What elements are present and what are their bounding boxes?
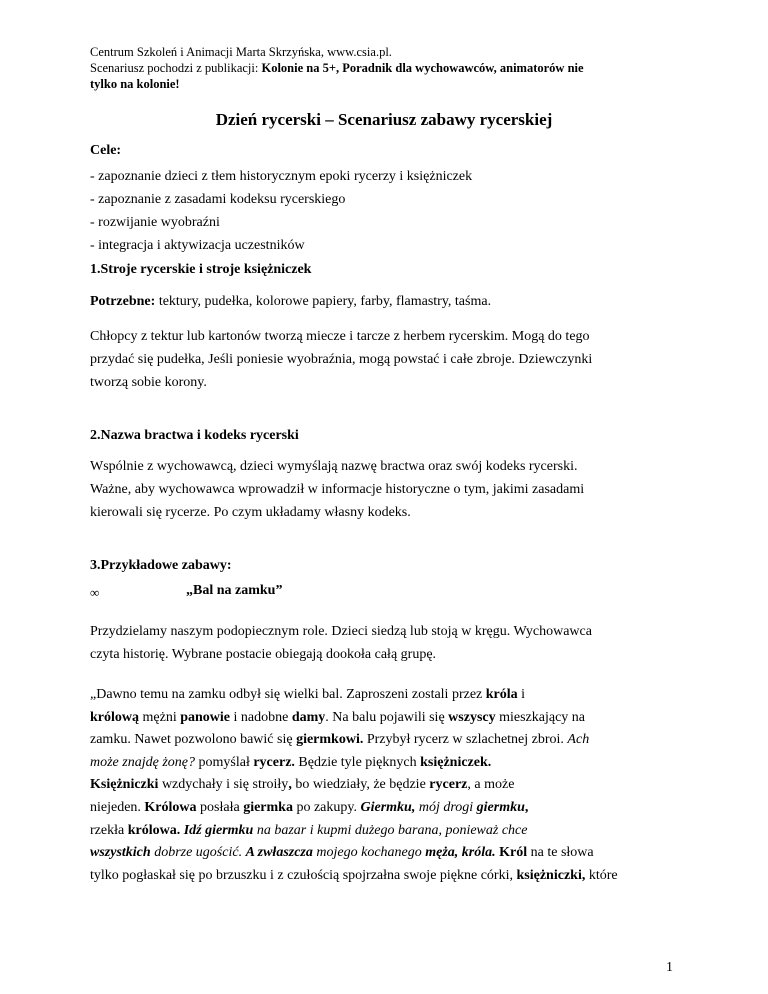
body-line: Wspólnie z wychowawcą, dzieci wymyślają nazwę bractwa oraz swój kodeks rycerski. bbox=[90, 459, 578, 474]
story-run: męża, króla. bbox=[425, 845, 496, 861]
story-run: giermkowi. bbox=[296, 732, 364, 748]
page-header bbox=[90, 44, 690, 92]
goals-section bbox=[90, 139, 680, 162]
story-run: na bazar i kupmi dużego barana, ponieważ chce bbox=[253, 822, 528, 838]
story-run: Będzie tyle pięknych bbox=[294, 754, 421, 770]
goal-item: - zapoznanie z zasadami kodeksu rycerskiego bbox=[90, 192, 346, 207]
story-run: po zakupy. bbox=[292, 799, 361, 815]
story-run: , a może bbox=[467, 777, 515, 793]
story-run: tylko pogłaskał się po brzuszku i z czułością spojrzałna swoje piękne córki, bbox=[90, 867, 517, 883]
page-number: 1 bbox=[666, 960, 673, 975]
story-line bbox=[90, 684, 690, 707]
story-run: A zwłaszcza bbox=[245, 845, 313, 861]
section-3-heading: 3.Przykładowe zabawy: bbox=[90, 558, 232, 573]
story-line bbox=[90, 774, 690, 797]
story-run: rycerz bbox=[429, 777, 468, 793]
story-run: rycerz bbox=[413, 732, 449, 748]
header-line-3: tylko na kolonie! bbox=[90, 77, 180, 91]
body-line: tworzą sobie korony. bbox=[90, 375, 207, 390]
story-line bbox=[90, 707, 690, 730]
story-run: „Dawno temu na zamku odbył się wielki bal. Zaproszeni zostali przez bbox=[90, 687, 486, 702]
story-run: księżniczek. bbox=[420, 754, 492, 770]
story-run: mieszkający na bbox=[495, 709, 586, 725]
story-run: panowie bbox=[180, 709, 231, 725]
story-run: giermku bbox=[476, 799, 525, 815]
story-run: zamku. Nawet pozwolono bawić się bbox=[90, 732, 297, 748]
story-run: które bbox=[585, 867, 618, 883]
story-run: Przybył bbox=[363, 732, 414, 748]
header-publication-title: Kolonie na 5+, Poradnik dla wychowawców, animatorów nie bbox=[261, 61, 584, 75]
section-3-intro bbox=[90, 620, 680, 666]
goal-item: - integracja i aktywizacja uczestników bbox=[90, 238, 305, 253]
story-run: i bbox=[517, 687, 526, 702]
story-run: mój drogi bbox=[415, 799, 477, 815]
game-title: „Bal na zamku” bbox=[186, 583, 283, 598]
header-line-1: Centrum Szkoleń i Animacji Marta Skrzyńska, www.csia.pl. bbox=[90, 45, 392, 59]
story-run: królowa. bbox=[127, 822, 181, 838]
story-run: może znajdę żonę? bbox=[90, 754, 195, 770]
story-run: giermka bbox=[243, 799, 293, 815]
story-run: wzdychały i się stroiły bbox=[158, 777, 289, 793]
story-run: . Na balu pojawili się bbox=[325, 709, 449, 725]
section-1-needs bbox=[90, 290, 680, 313]
story-run: księżniczki, bbox=[516, 867, 586, 883]
story-run: bo wiedziały, że będzie bbox=[291, 777, 430, 793]
story-run: i nadobne bbox=[230, 709, 292, 725]
story-run: Ach bbox=[567, 732, 590, 748]
body-line: przydać się pudełka, Jeśli poniesie wyobraźnia, mogą powstać i całe zbroje. Dziewczynki bbox=[90, 352, 593, 367]
header-source-prefix: Scenariusz pochodzi z publikacji: bbox=[90, 61, 262, 75]
story-run: na te słowa bbox=[527, 845, 594, 861]
story-run: Księżniczki bbox=[90, 777, 159, 793]
story-run: królową bbox=[90, 709, 139, 725]
section-2-body bbox=[90, 455, 680, 524]
body-line: Chłopcy z tektur lub kartonów tworzą miecze i tarcze z herbem rycerskim. Mogą do tego bbox=[90, 329, 590, 344]
section-1-body bbox=[90, 325, 680, 394]
needs-text: tektury, pudełka, kolorowe papiery, farby, flamastry, taśma. bbox=[155, 294, 492, 309]
story-line bbox=[90, 729, 690, 752]
story-line bbox=[90, 752, 690, 775]
story-run: posłała bbox=[196, 799, 244, 815]
story-run: Giermku, bbox=[360, 799, 416, 815]
story-run: , bbox=[524, 799, 529, 815]
header-line-2 bbox=[90, 60, 690, 76]
story-run: Królowa bbox=[144, 799, 197, 815]
story-run: Idź giermku bbox=[183, 822, 254, 838]
story-text bbox=[90, 684, 690, 887]
body-line: kierowali się rycerze. Po czym układamy własny kodeks. bbox=[90, 505, 411, 520]
story-run: wszyscy bbox=[448, 709, 496, 725]
story-run: , bbox=[288, 777, 292, 793]
story-run: dobrze ugościć. bbox=[150, 845, 246, 861]
goal-item: - zapoznanie dzieci z tłem historycznym epoki rycerzy i księżniczek bbox=[90, 169, 473, 184]
story-run: Król bbox=[499, 845, 528, 861]
story-run: damy bbox=[291, 709, 326, 725]
document-title: Dzień rycerski – Scenariusz zabawy rycerskiej bbox=[215, 110, 553, 129]
story-run: mężni bbox=[139, 709, 181, 725]
story-line bbox=[90, 797, 690, 820]
story-run: mojego kochanego bbox=[312, 845, 426, 861]
body-line: Przydzielamy naszym podopiecznym role. Dzieci siedzą lub stoją w kręgu. Wychowawca bbox=[90, 624, 592, 639]
story-run: wszystkich bbox=[90, 845, 151, 861]
goals-heading: Cele: bbox=[90, 143, 122, 158]
story-line bbox=[90, 820, 690, 843]
story-line bbox=[90, 865, 690, 888]
story-run: rzekła bbox=[90, 822, 128, 838]
story-line bbox=[90, 842, 690, 865]
story-run: pomyślał bbox=[195, 754, 254, 770]
story-run: rycerz. bbox=[253, 754, 295, 770]
section-1-heading: 1.Stroje rycerskie i stroje księżniczek bbox=[90, 262, 312, 277]
body-line: czyta historię. Wybrane postacie obiegają dookoła całą grupę. bbox=[90, 647, 437, 662]
story-run: w szlachetnej zbroi. bbox=[448, 732, 568, 748]
infinity-bullet-icon: ∞ bbox=[90, 585, 100, 600]
goal-item: - rozwijanie wyobraźni bbox=[90, 215, 220, 230]
goals-list bbox=[90, 165, 680, 257]
section-2-heading: 2.Nazwa bractwa i kodeks rycerski bbox=[90, 428, 299, 443]
body-line: Ważne, aby wychowawca wprowadził w informacje historyczne o tym, jakimi zasadami bbox=[90, 482, 585, 497]
story-run: niejeden. bbox=[90, 799, 145, 815]
needs-label: Potrzebne: bbox=[90, 294, 156, 309]
story-run: króla bbox=[485, 687, 518, 702]
